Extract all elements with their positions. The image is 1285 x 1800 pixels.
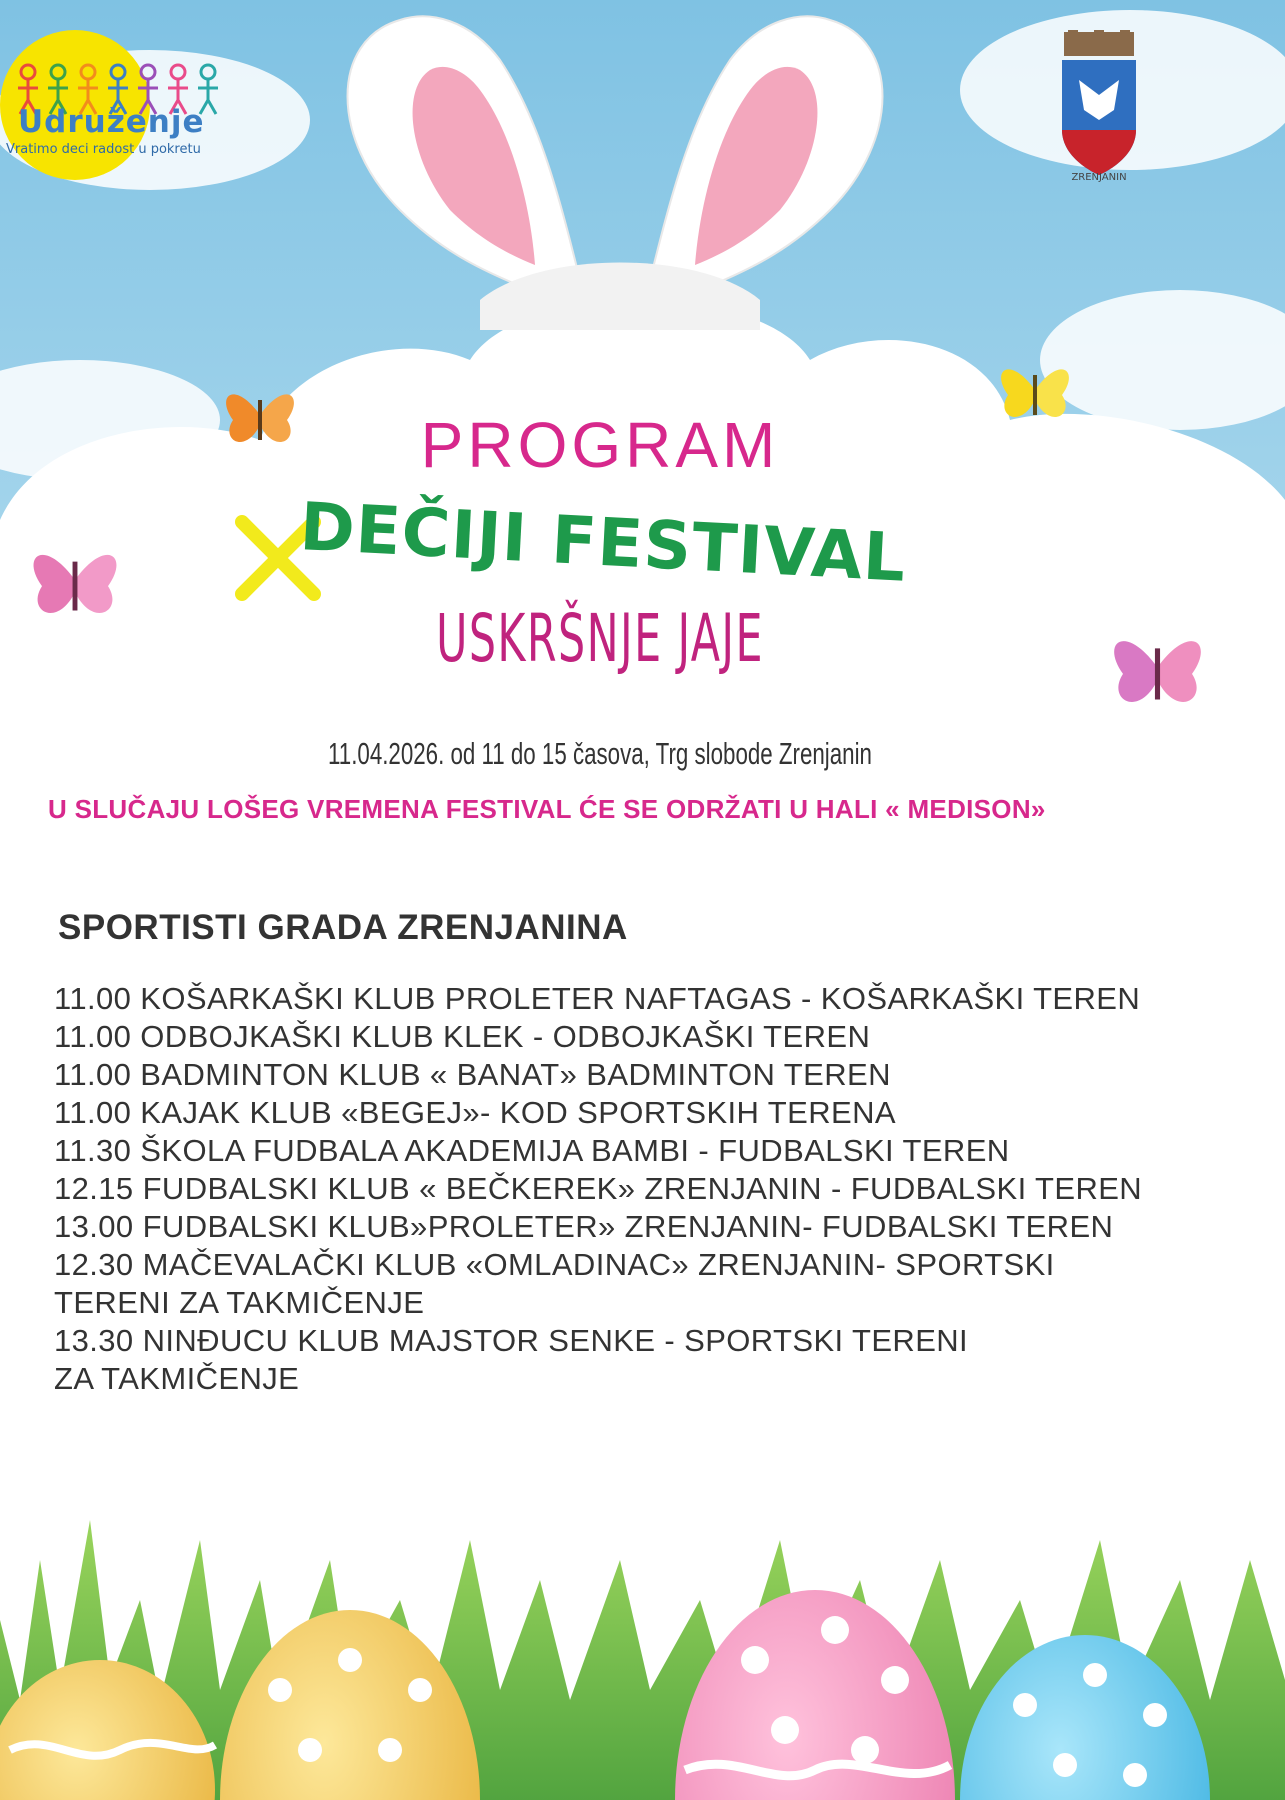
easter-egg-icon: [955, 1625, 1215, 1800]
butterfly-icon: [20, 525, 130, 635]
date-location: 11.04.2026. od 11 do 15 časova, Trg slobode Zrenjanin: [328, 736, 872, 771]
easter-egg-icon: [665, 1580, 965, 1800]
list-item: 11.00 KAJAK KLUB «BEGEJ»- KOD SPORTSKIH TERENA: [54, 1095, 896, 1130]
association-logo: [0, 30, 260, 180]
list-item: 11.00 ODBOJKAŠKI KLUB KLEK - ODBOJKAŠKI TEREN: [54, 1019, 871, 1054]
association-name: Udruženje: [18, 104, 205, 140]
weather-note: U SLUČAJU LOŠEG VREMENA FESTIVAL ĆE SE ODRŽATI U HALI « MEDISON»: [48, 794, 1046, 824]
list-item: 11.00 KOŠARKAŠKI KLUB PROLETER NAFTAGAS - KOŠARKAŠKI TEREN: [54, 981, 1141, 1016]
list-item: TERENI ZA TAKMIČENJE: [54, 1285, 425, 1320]
list-item: 11.00 BADMINTON KLUB « BANAT» BADMINTON TEREN: [54, 1057, 891, 1092]
easter-egg-icon: [0, 1650, 220, 1800]
list-item: 12.15 FUDBALSKI KLUB « BEČKEREK» ZRENJANIN - FUDBALSKI TEREN: [54, 1171, 1143, 1206]
list-item: 13.30 NINĐUCU KLUB MAJSTOR SENKE - SPORTSKI TERENI: [54, 1323, 969, 1358]
crest-label: ZRENJANIN: [1071, 172, 1127, 183]
festival-subtitle: USKRŠNJE JAJE: [436, 600, 764, 677]
list-item: 11.30 ŠKOLA FUDBALA AKADEMIJA BAMBI - FUDBALSKI TEREN: [54, 1133, 1010, 1168]
poster-title: PROGRAM: [420, 409, 780, 481]
schedule-list: [54, 980, 1254, 1398]
city-crest-icon: [1054, 30, 1144, 190]
association-tagline: Vratimo deci radost u pokretu: [6, 142, 201, 157]
section-title: SPORTISTI GRADA ZRENJANINA: [58, 908, 628, 947]
butterfly-icon: [1100, 610, 1215, 725]
easter-egg-icon: [210, 1600, 490, 1800]
list-item: 13.00 FUDBALSKI KLUB»PROLETER» ZRENJANIN- FUDBALSKI TEREN: [54, 1209, 1114, 1244]
list-item: 12.30 MAČEVALAČKI KLUB «OMLADINAC» ZRENJANIN- SPORTSKI: [54, 1247, 1055, 1282]
list-item: ZA TAKMIČENJE: [54, 1361, 300, 1396]
festival-title: DEČIJI FESTIVAL: [297, 488, 909, 597]
